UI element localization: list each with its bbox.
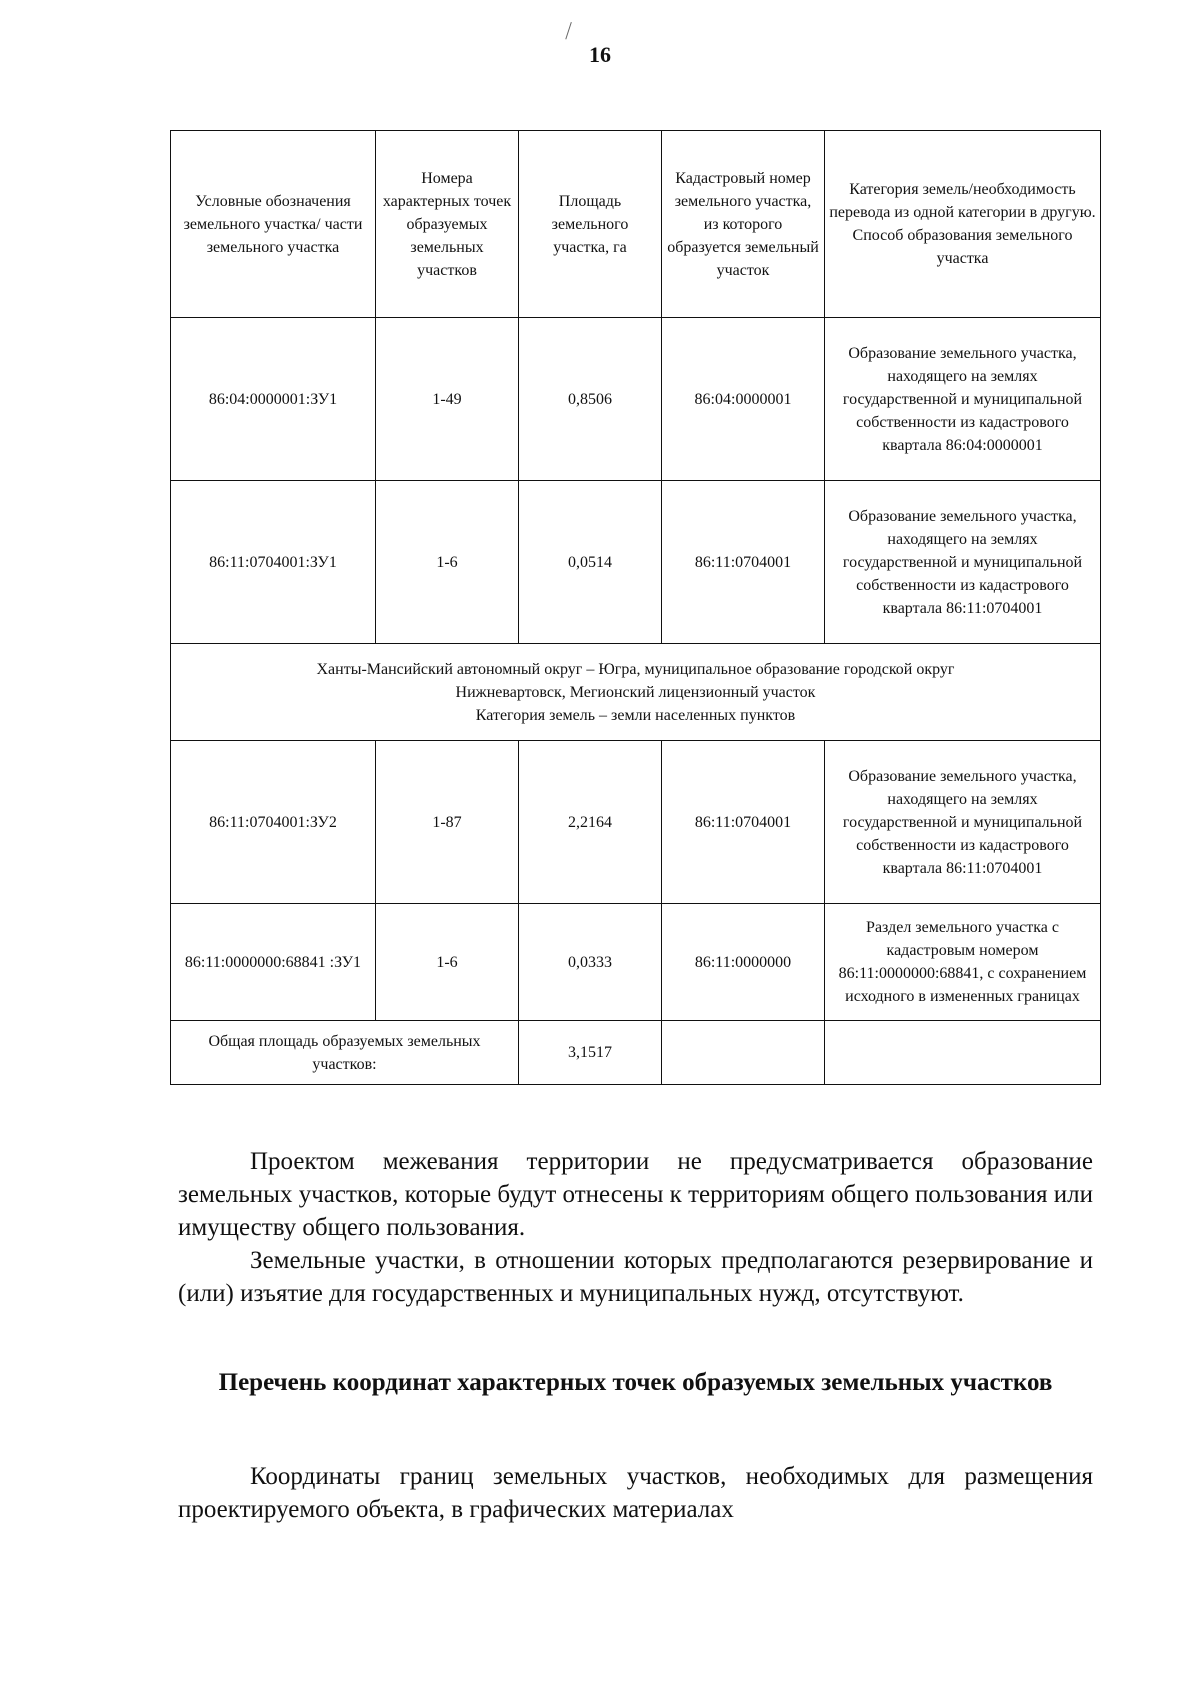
table-total-row <box>171 1021 1101 1085</box>
points-cell: 1-6 <box>376 904 519 1021</box>
table-row <box>171 741 1101 904</box>
points-cell: 1-49 <box>376 318 519 481</box>
land-plots-table <box>170 130 1101 1085</box>
empty-cell <box>825 1021 1101 1085</box>
header-cell: Кадастровый номер земельного участка, из которого образуется земельный участок <box>662 131 825 318</box>
paragraph: Координаты границ земельных участков, необходимых для размещения проектируемого объекта, в графических материалах <box>178 1463 1093 1523</box>
page-number: 16 <box>589 42 611 67</box>
area-cell: 0,0333 <box>519 904 662 1021</box>
section-line: Ханты-Мансийский автономный округ – Югра, муниципальное образование городской округ <box>316 660 955 678</box>
section-line: Нижневартовск, Мегионский лицензионный участок <box>455 683 816 701</box>
paragraph: Проектом межевания территории не предусматривается образование земельных участков, которые будут отнесены к территориям общего пользования или имуществу общего пользования. <box>178 1148 1093 1241</box>
section-cell <box>171 644 1101 741</box>
header-cell: Условные обозначения земельного участка/ части земельного участка <box>171 131 376 318</box>
plot-designation-cell: 86:04:0000001:ЗУ1 <box>171 318 376 481</box>
empty-cell <box>662 1021 825 1085</box>
plot-designation-cell: 86:11:0704001:ЗУ1 <box>171 481 376 644</box>
table-row <box>171 318 1101 481</box>
paragraph: Земельные участки, в отношении которых предполагаются резервирование и (или) изъятие для государственных и муниципальных нужд, отсутствуют. <box>178 1247 1093 1307</box>
cadastral-number-cell: 86:11:0000000 <box>662 904 825 1021</box>
category-cell: Образование земельного участка, находящего на землях государственной и муниципальной собственности из кадастрового квартала 86:04:0000001 <box>825 318 1101 481</box>
points-cell: 1-6 <box>376 481 519 644</box>
cadastral-number-cell: 86:11:0704001 <box>662 741 825 904</box>
cadastral-number-cell: 86:11:0704001 <box>662 481 825 644</box>
table-header-row <box>171 131 1101 318</box>
header-cell: Категория земель/необходимость перевода из одной категории в другую. Способ образования земельного участка <box>825 131 1101 318</box>
plot-designation-cell: 86:11:0704001:ЗУ2 <box>171 741 376 904</box>
plot-designation-cell: 86:11:0000000:68841 :ЗУ1 <box>171 904 376 1021</box>
section-line: Категория земель – земли населенных пунктов <box>475 706 796 724</box>
total-value-cell: 3,1517 <box>519 1021 662 1085</box>
table-row <box>171 904 1101 1021</box>
area-cell: 0,8506 <box>519 318 662 481</box>
points-cell: 1-87 <box>376 741 519 904</box>
scan-mark <box>565 22 573 40</box>
area-cell: 2,2164 <box>519 741 662 904</box>
total-label-cell: Общая площадь образуемых земельных участков: <box>171 1021 519 1085</box>
table-row <box>171 481 1101 644</box>
section-heading: Перечень координат характерных точек образуемых земельных участков <box>218 1369 1053 1396</box>
body-text-bottom <box>178 1460 1093 1526</box>
category-cell: Образование земельного участка, находящего на землях государственной и муниципальной собственности из кадастрового квартала 86:11:0704001 <box>825 481 1101 644</box>
header-cell: Площадь земельного участка, га <box>519 131 662 318</box>
body-text <box>178 1145 1093 1310</box>
header-cell: Номера характерных точек образуемых земельных участков <box>376 131 519 318</box>
cadastral-number-cell: 86:04:0000001 <box>662 318 825 481</box>
table-section-row <box>171 644 1101 741</box>
category-cell: Образование земельного участка, находящего на землях государственной и муниципальной собственности из кадастрового квартала 86:11:0704001 <box>825 741 1101 904</box>
category-cell: Раздел земельного участка с кадастровым номером 86:11:0000000:68841, с сохранением исходного в измененных границах <box>825 904 1101 1021</box>
area-cell: 0,0514 <box>519 481 662 644</box>
